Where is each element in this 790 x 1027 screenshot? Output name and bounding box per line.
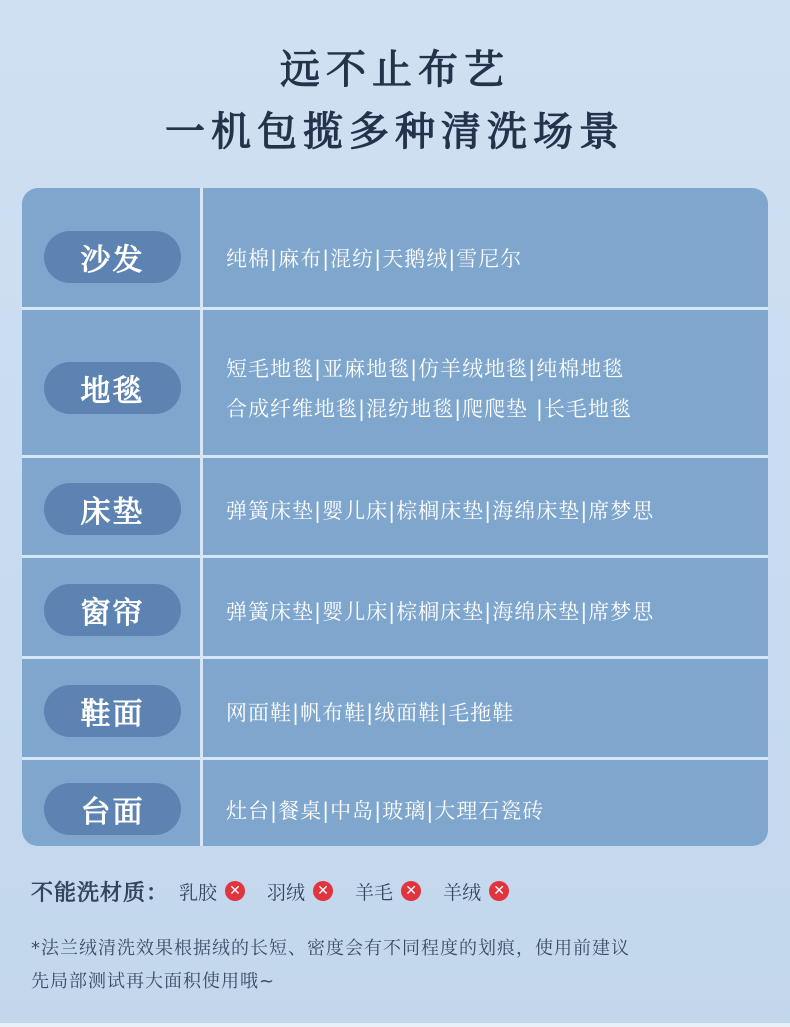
x-circle-icon: ✕ (225, 881, 245, 901)
row-materials-countertop: 灶台|餐桌|中岛|玻璃|大理石瓷砖 (226, 799, 545, 823)
not-washable-item: 羽绒 (267, 881, 306, 904)
column-divider (200, 188, 203, 846)
footnote-line2: 先局部测试再大面积使用哦~ (31, 971, 276, 992)
row-materials-curtain: 弹簧床垫|婴儿床|棕榈床垫|海绵床垫|席梦思 (226, 600, 655, 624)
not-washable-item: 羊绒 (443, 881, 482, 904)
row-divider (22, 455, 768, 458)
category-pill-countertop: 台面 (44, 783, 181, 835)
bottom-edge (0, 1023, 790, 1027)
footnote-line1: *法兰绒清洗效果根据绒的长短、密度会有不同程度的划痕，使用前建议 (31, 938, 630, 959)
category-pill-curtain: 窗帘 (44, 584, 181, 636)
scenario-table (22, 188, 768, 846)
row-divider (22, 757, 768, 760)
page-title-line2: 一机包揽多种清洗场景 (165, 109, 625, 155)
row-divider (22, 307, 768, 310)
row-materials-mattress: 弹簧床垫|婴儿床|棕榈床垫|海绵床垫|席梦思 (226, 499, 655, 523)
not-washable-row (31, 876, 531, 906)
not-washable-item: 羊毛 (355, 881, 394, 904)
row-materials-shoes: 网面鞋|帆布鞋|绒面鞋|毛拖鞋 (226, 701, 515, 725)
not-washable-label: 不能洗材质： (31, 880, 170, 906)
category-pill-shoes: 鞋面 (44, 685, 181, 737)
x-circle-icon: ✕ (401, 881, 421, 901)
category-pill-sofa: 沙发 (44, 231, 181, 283)
row-materials-sofa: 纯棉|麻布|混纺|天鹅绒|雪尼尔 (226, 247, 523, 271)
category-pill-mattress: 床垫 (44, 483, 181, 535)
row-divider (22, 555, 768, 558)
row-materials-carpet-line1: 短毛地毯|亚麻地毯|仿羊绒地毯|纯棉地毯 (226, 357, 625, 381)
x-circle-icon: ✕ (313, 881, 333, 901)
not-washable-item: 乳胶 (179, 881, 218, 904)
page-title-line1: 远不止布艺 (280, 47, 510, 93)
row-materials-carpet-line2: 合成纤维地毯|混纺地毯|爬爬垫 |长毛地毯 (226, 397, 632, 421)
x-circle-icon: ✕ (489, 881, 509, 901)
row-divider (22, 656, 768, 659)
category-pill-carpet: 地毯 (44, 362, 181, 414)
